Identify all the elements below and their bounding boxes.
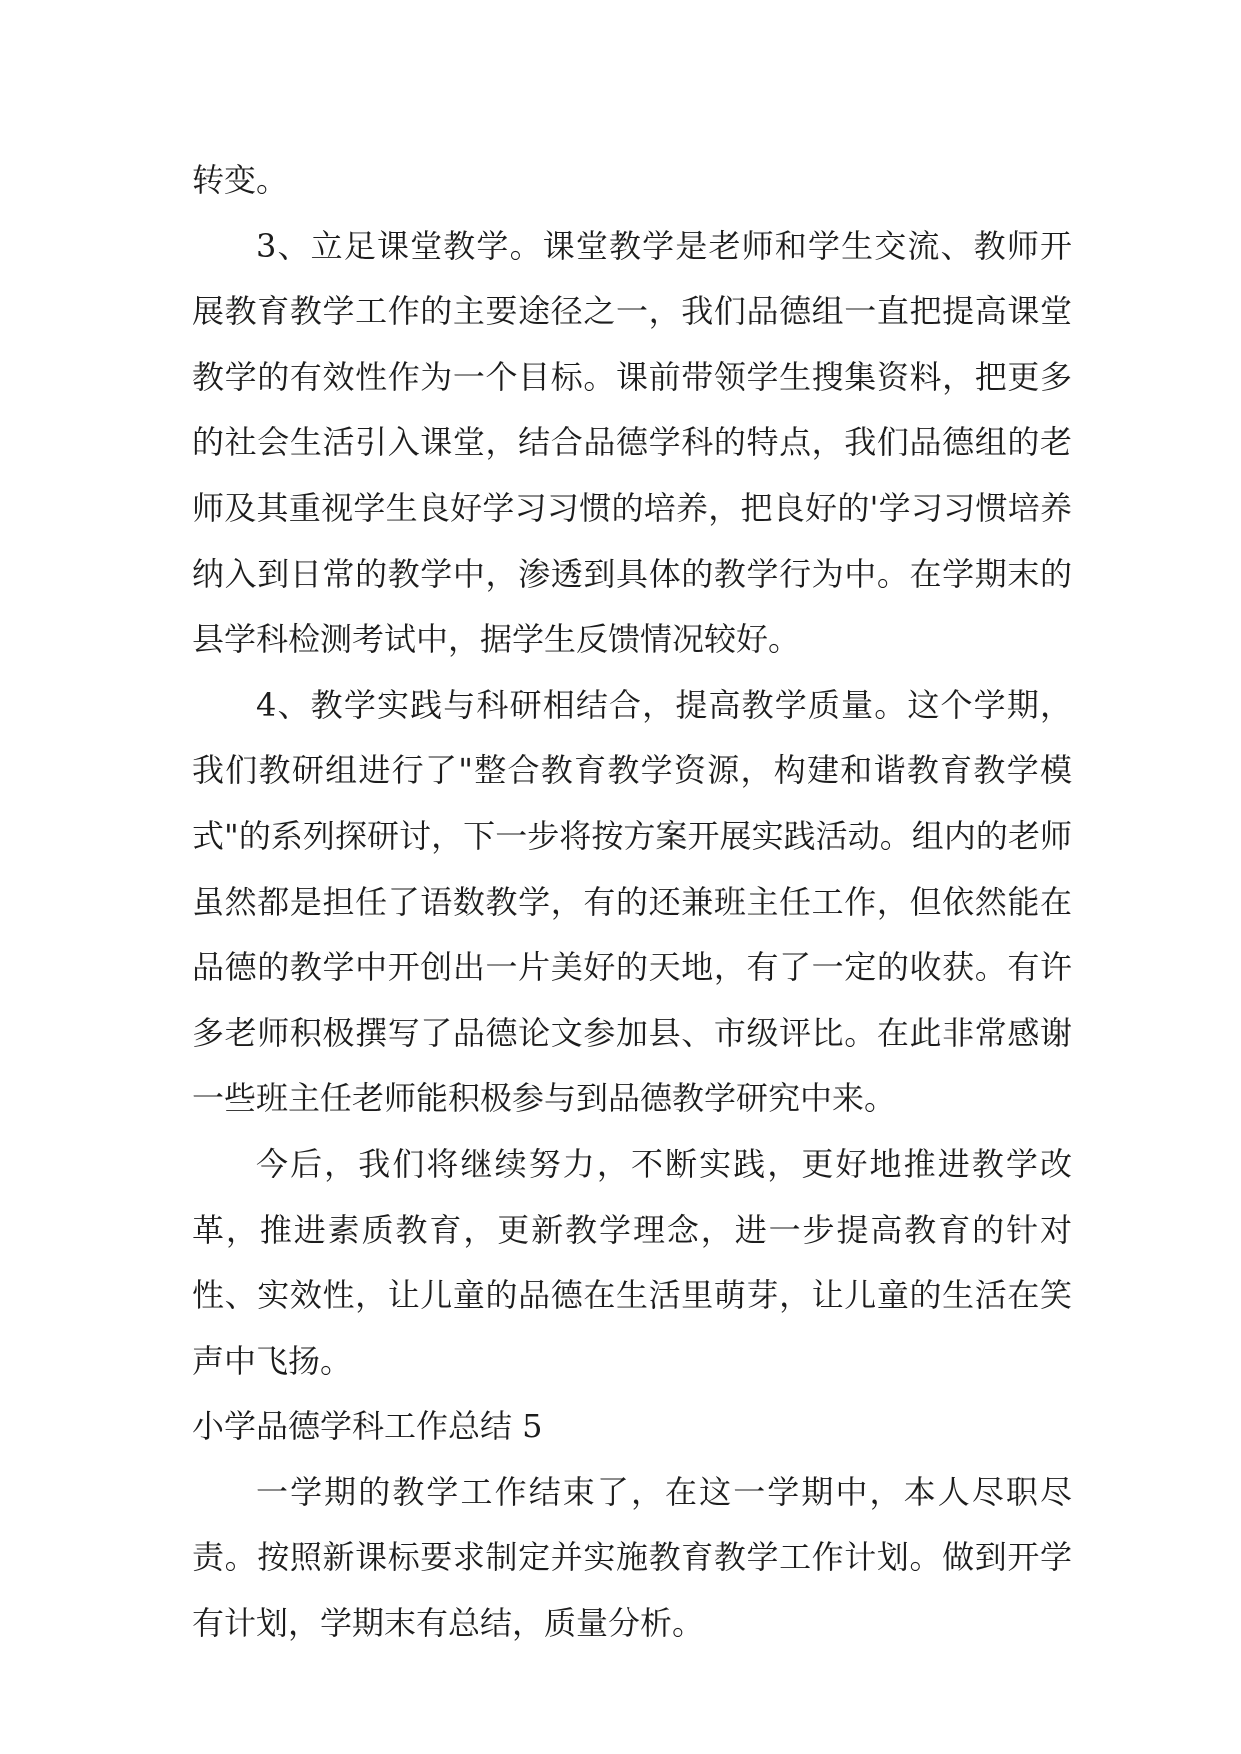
- paragraph-conclusion: 今后，我们将继续努力，不断实践，更好地推进教学改革，推进素质教育，更新教学理念，进一步提高教育的针对性、实效性，让儿童的品德在生活里萌芽，让儿童的生活在笑声中飞扬。: [192, 1144, 1072, 1380]
- section-heading: 小学品德学科工作总结 5: [192, 1407, 543, 1446]
- paragraph-item-4: 4、教学实践与科研相结合，提高教学质量。这个学期，我们教研组进行了"整合教育教学资源，构建和谐教育教学模式"的系列探研讨，下一步将按方案开展实践活动。组内的老师虽然都是担任了语数教学，有的还兼班主任工作，但依然能在品德的教学中开创出一片美好的天地，有了一定的收获。有许多老师积极撰写了品德论文参加县、市级评比。在此非常感谢一些班主任老师能积极参与到品德教学研究中来。: [192, 685, 1072, 1118]
- paragraph-item-3: 3、立足课堂教学。课堂教学是老师和学生交流、教师开展教育教学工作的主要途径之一，我们品德组一直把提高课堂教学的有效性作为一个目标。课前带领学生搜集资料，把更多的社会生活引入课堂，结合品德学科的特点，我们品德组的老师及其重视学生良好学习习惯的培养，把良好的'学习习惯培养纳入到日常的教学中，渗透到具体的教学行为中。在学期末的县学科检测考试中，据学生反馈情况较好。: [192, 226, 1072, 659]
- paragraph-section-5-intro: 一学期的教学工作结束了，在这一学期中，本人尽职尽责。按照新课标要求制定并实施教育教学工作计划。做到开学有计划，学期末有总结，质量分析。: [192, 1472, 1072, 1643]
- paragraph-continuation: 转变。: [192, 161, 289, 199]
- document-body: [192, 148, 1072, 1657]
